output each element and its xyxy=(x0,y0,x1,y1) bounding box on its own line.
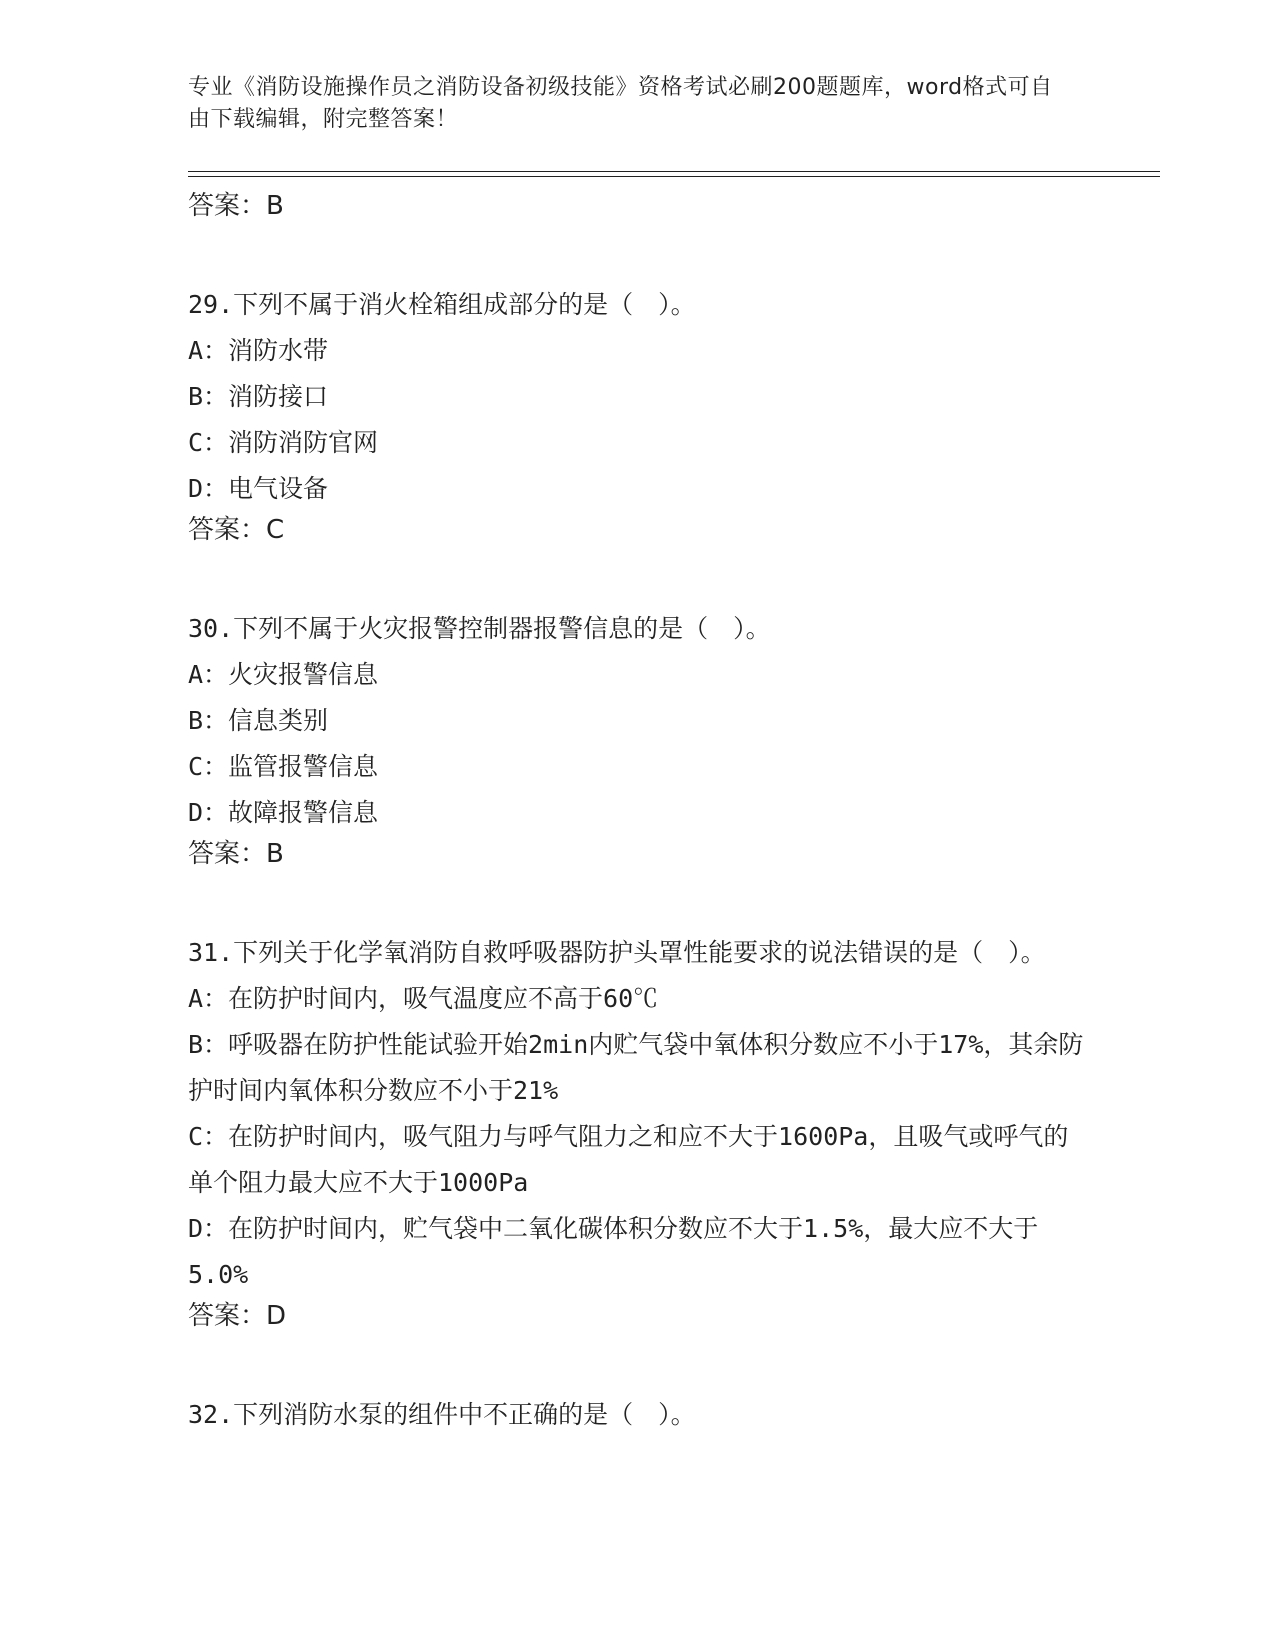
question-stem: 32.下列消防水泵的组件中不正确的是（ ）。 xyxy=(188,1400,696,1429)
header-divider-top xyxy=(188,171,1160,172)
header-divider-bottom xyxy=(188,176,1160,177)
question-block xyxy=(188,282,1088,546)
option-c: C：消防消防官网 xyxy=(188,428,379,457)
option-a: A：消防水带 xyxy=(188,336,329,365)
option-d: D：电气设备 xyxy=(188,474,329,503)
option-c: C：在防护时间内，吸气阻力与呼气阻力之和应不大于1600Pa，且吸气或呼气的单个阻力最大应不大于1000Pa xyxy=(188,1122,1069,1197)
answer-value: C xyxy=(266,515,285,545)
question-block xyxy=(188,930,1088,1332)
question-block xyxy=(188,606,1088,870)
option-d: D：故障报警信息 xyxy=(188,798,379,827)
option-c: C：监管报警信息 xyxy=(188,752,379,781)
option-b: B：呼吸器在防护性能试验开始2min内贮气袋中氧体积分数应不小于17%，其余防护时间内氧体积分数应不小于21% xyxy=(188,1030,1084,1105)
question-stem: 31.下列关于化学氧消防自救呼吸器防护头罩性能要求的说法错误的是（ ）。 xyxy=(188,938,1046,967)
option-b: B：消防接口 xyxy=(188,382,329,411)
answer-label: 答案： xyxy=(188,1301,267,1331)
option-a: A：火灾报警信息 xyxy=(188,660,379,689)
question-stem: 30.下列不属于火灾报警控制器报警信息的是（ ）。 xyxy=(188,614,771,643)
option-d: D：在防护时间内，贮气袋中二氧化碳体积分数应不大于1.5%，最大应不大于5.0% xyxy=(188,1214,1039,1289)
answer-value: B xyxy=(266,839,284,869)
option-b: B：信息类别 xyxy=(188,706,329,735)
answer-value: B xyxy=(266,191,284,221)
answer-line xyxy=(188,514,1088,546)
answer-label: 答案： xyxy=(188,515,267,545)
answer-label: 答案： xyxy=(188,191,267,221)
answer-line xyxy=(188,838,1088,870)
option-a: A：在防护时间内，吸气温度应不高于60℃ xyxy=(188,984,659,1013)
question-list xyxy=(188,190,1088,1438)
answer-line xyxy=(188,1300,1088,1332)
question-block xyxy=(188,1392,1088,1438)
answer-line xyxy=(188,190,1088,222)
question-stem: 29.下列不属于消火栓箱组成部分的是（ ）。 xyxy=(188,290,696,319)
answer-label: 答案： xyxy=(188,839,267,869)
document-header: 专业《消防设施操作员之消防设备初级技能》资格考试必刷200题题库，word格式可自由下载编辑，附完整答案！ xyxy=(188,75,1053,132)
answer-value: D xyxy=(266,1301,287,1331)
